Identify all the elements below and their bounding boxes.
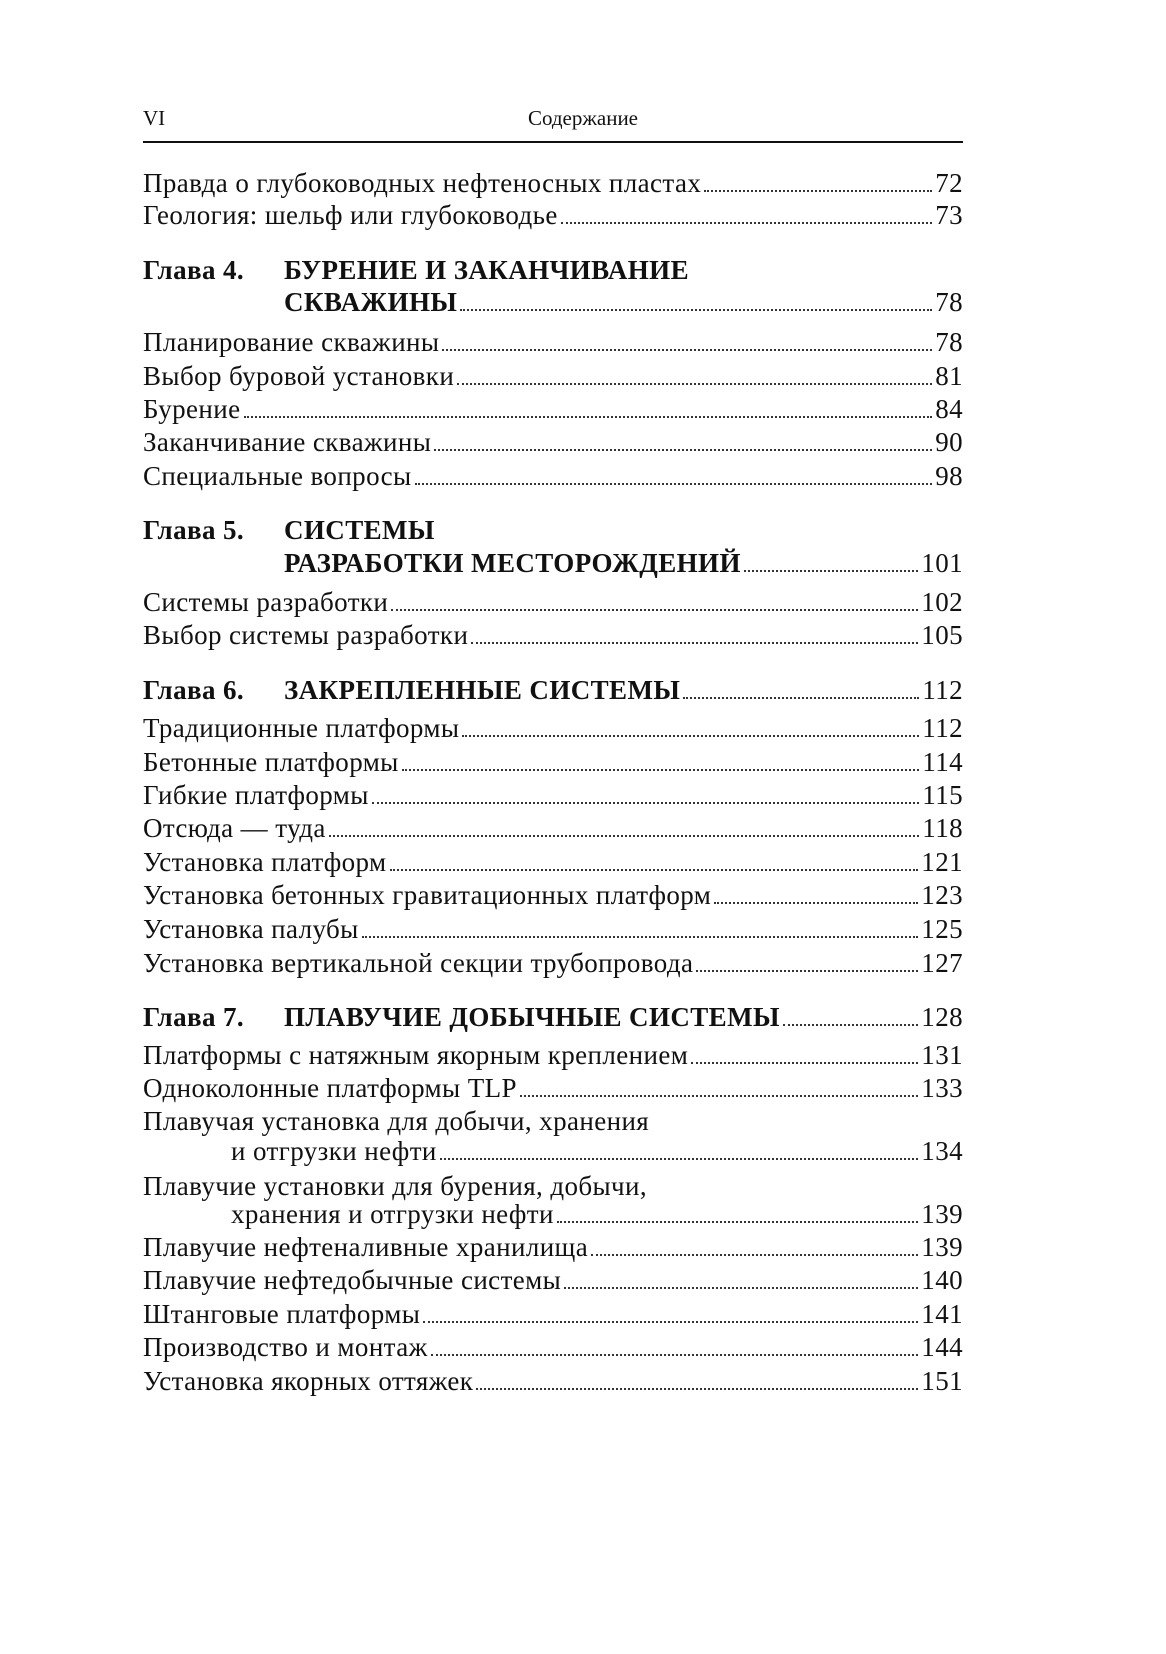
toc-entry[interactable] xyxy=(143,878,963,912)
entry-page-number: 123 xyxy=(921,880,963,910)
toc-entry[interactable] xyxy=(143,1071,963,1105)
entry-page-number: 141 xyxy=(921,1299,963,1329)
toc-entry[interactable] xyxy=(143,1038,963,1072)
entry-title: Установка бетонных гравитационных платформ xyxy=(143,880,712,910)
dot-leader xyxy=(244,416,933,418)
dot-leader xyxy=(564,1287,918,1289)
entry-page-number: 105 xyxy=(921,620,963,650)
toc-entry[interactable] xyxy=(143,912,963,946)
entry-page-number: 144 xyxy=(921,1332,963,1362)
entry-title: Производство и монтаж xyxy=(143,1332,428,1362)
entry-page-number: 140 xyxy=(921,1265,963,1295)
entry-page-number: 102 xyxy=(921,587,963,617)
toc-entry-continuation xyxy=(143,546,963,580)
dot-leader xyxy=(423,1321,918,1323)
entry-page-number: 90 xyxy=(935,427,963,457)
dot-leader xyxy=(561,222,932,224)
entry-page-number: 139 xyxy=(921,1232,963,1262)
toc-entry[interactable] xyxy=(143,198,963,232)
entry-title: Установка якорных оттяжек xyxy=(143,1366,474,1396)
toc-entry[interactable] xyxy=(143,392,963,426)
dot-leader xyxy=(696,970,918,972)
entry-title: Платформы с натяжным якорным креплением xyxy=(143,1040,689,1070)
entry-title-continuation: СКВАЖИНЫ xyxy=(284,287,458,317)
entry-title-continuation: хранения и отгрузки нефти xyxy=(231,1199,554,1229)
entry-page-number: 78 xyxy=(935,287,963,317)
chapter-label: Глава 5. xyxy=(143,515,245,545)
dot-leader xyxy=(476,1388,918,1390)
chapter-label: Глава 4. xyxy=(143,255,245,285)
toc-chapter[interactable] xyxy=(143,673,963,707)
toc-chapter[interactable] xyxy=(143,1000,963,1034)
entry-title: Штанговые платформы xyxy=(143,1299,421,1329)
toc-entry[interactable] xyxy=(143,1104,963,1138)
running-title: Содержание xyxy=(527,106,639,130)
entry-page-number: 101 xyxy=(921,548,963,578)
entry-title: Установка платформ xyxy=(143,847,387,877)
entry-title: Плавучие нефтедобычные системы xyxy=(143,1265,562,1295)
toc-entry[interactable] xyxy=(143,166,963,200)
entry-title: Гибкие платформы xyxy=(143,780,369,810)
entry-title: Бурение xyxy=(143,394,241,424)
chapter-label: Глава 6. xyxy=(143,675,245,705)
entry-page-number: 72 xyxy=(935,168,963,198)
dot-leader xyxy=(329,835,920,837)
dot-leader xyxy=(442,349,932,351)
toc-entry-continuation xyxy=(143,1197,963,1231)
entry-title: Выбор буровой установки xyxy=(143,361,455,391)
entry-page-number: 118 xyxy=(922,813,963,843)
dot-leader xyxy=(462,735,919,737)
entry-page-number: 139 xyxy=(921,1199,963,1229)
toc-entry[interactable] xyxy=(143,946,963,980)
toc-entry[interactable] xyxy=(143,845,963,879)
entry-title: БУРЕНИЕ И ЗАКАНЧИВАНИЕ xyxy=(284,255,689,285)
toc-entry[interactable] xyxy=(143,1364,963,1398)
entry-page-number: 134 xyxy=(921,1136,963,1166)
toc-entry[interactable] xyxy=(143,459,963,493)
entry-page-number: 128 xyxy=(921,1002,963,1032)
dot-leader xyxy=(520,1095,918,1097)
entry-title: Планирование скважины xyxy=(143,327,440,357)
toc-chapter[interactable] xyxy=(143,253,963,287)
entry-page-number: 112 xyxy=(922,675,963,705)
entry-title: Установка палубы xyxy=(143,914,359,944)
dot-leader xyxy=(431,1354,919,1356)
toc-entry[interactable] xyxy=(143,325,963,359)
dot-leader xyxy=(434,449,932,451)
entry-title: Геология: шельф или глубоководье xyxy=(143,200,558,230)
dot-leader xyxy=(557,1221,918,1223)
entry-page-number: 81 xyxy=(935,361,963,391)
dot-leader xyxy=(440,1158,919,1160)
toc-entry[interactable] xyxy=(143,778,963,812)
entry-title: Системы разработки xyxy=(143,587,389,617)
entry-page-number: 112 xyxy=(922,713,963,743)
entry-title: Плавучие нефтеналивные хранилища xyxy=(143,1232,589,1262)
header-rule xyxy=(143,141,963,143)
dot-leader xyxy=(714,902,918,904)
entry-page-number: 127 xyxy=(921,948,963,978)
toc-entry[interactable] xyxy=(143,618,963,652)
entry-page-number: 125 xyxy=(921,914,963,944)
entry-title: Заканчивание скважины xyxy=(143,427,432,457)
entry-title: ПЛАВУЧИЕ ДОБЫЧНЫЕ СИСТЕМЫ xyxy=(284,1002,780,1032)
entry-title: Одноколонные платформы TLP xyxy=(143,1073,517,1103)
dot-leader xyxy=(683,697,919,699)
entry-page-number: 98 xyxy=(935,461,963,491)
entry-page-number: 84 xyxy=(935,394,963,424)
dot-leader xyxy=(391,609,918,611)
entry-page-number: 114 xyxy=(922,747,963,777)
toc-entry[interactable] xyxy=(143,425,963,459)
entry-page-number: 133 xyxy=(921,1073,963,1103)
entry-title: Традиционные платформы xyxy=(143,713,460,743)
toc-entry-continuation xyxy=(143,285,963,319)
entry-title: Выбор системы разработки xyxy=(143,620,469,650)
entry-title: Бетонные платформы xyxy=(143,747,399,777)
dot-leader xyxy=(457,383,932,385)
toc-entry[interactable] xyxy=(143,359,963,393)
entry-title: Установка вертикальной секции трубопровода xyxy=(143,948,694,978)
toc-entry[interactable] xyxy=(143,1230,963,1264)
toc-entry[interactable] xyxy=(143,585,963,619)
dot-leader xyxy=(471,642,918,644)
toc-entry[interactable] xyxy=(143,1330,963,1364)
dot-leader xyxy=(704,190,932,192)
entry-title: Отсюда — туда xyxy=(143,813,326,843)
dot-leader xyxy=(744,570,918,572)
toc-entry[interactable] xyxy=(143,1297,963,1331)
toc-entry[interactable] xyxy=(143,711,963,745)
toc-entry-continuation xyxy=(143,1134,963,1168)
entry-page-number: 73 xyxy=(935,200,963,230)
dot-leader xyxy=(415,483,933,485)
entry-title: ЗАКРЕПЛЕННЫЕ СИСТЕМЫ xyxy=(284,675,681,705)
entry-page-number: 151 xyxy=(921,1366,963,1396)
entry-title-continuation: и отгрузки нефти xyxy=(231,1136,437,1166)
entry-page-number: 131 xyxy=(921,1040,963,1070)
page-number: VI xyxy=(143,106,166,130)
entry-title: Специальные вопросы xyxy=(143,461,412,491)
dot-leader xyxy=(591,1254,918,1256)
entry-page-number: 78 xyxy=(935,327,963,357)
toc-entry[interactable] xyxy=(143,811,963,845)
entry-title: СИСТЕМЫ xyxy=(284,515,435,545)
entry-title: Плавучие установки для бурения, добычи, xyxy=(143,1171,648,1201)
entry-page-number: 121 xyxy=(921,847,963,877)
dot-leader xyxy=(460,309,932,311)
dot-leader xyxy=(691,1062,918,1064)
dot-leader xyxy=(372,802,920,804)
toc-entry[interactable] xyxy=(143,1263,963,1297)
toc-entry[interactable] xyxy=(143,745,963,779)
entry-title: Правда о глубоководных нефтеносных пластах xyxy=(143,168,702,198)
dot-leader xyxy=(362,936,919,938)
toc-chapter[interactable] xyxy=(143,513,963,547)
entry-title-continuation: РАЗРАБОТКИ МЕСТОРОЖДЕНИЙ xyxy=(284,548,741,578)
dot-leader xyxy=(402,769,920,771)
entry-page-number: 115 xyxy=(922,780,963,810)
chapter-label: Глава 7. xyxy=(143,1002,245,1032)
dot-leader xyxy=(390,869,919,871)
entry-title: Плавучая установка для добычи, хранения xyxy=(143,1106,650,1136)
dot-leader xyxy=(783,1024,918,1026)
